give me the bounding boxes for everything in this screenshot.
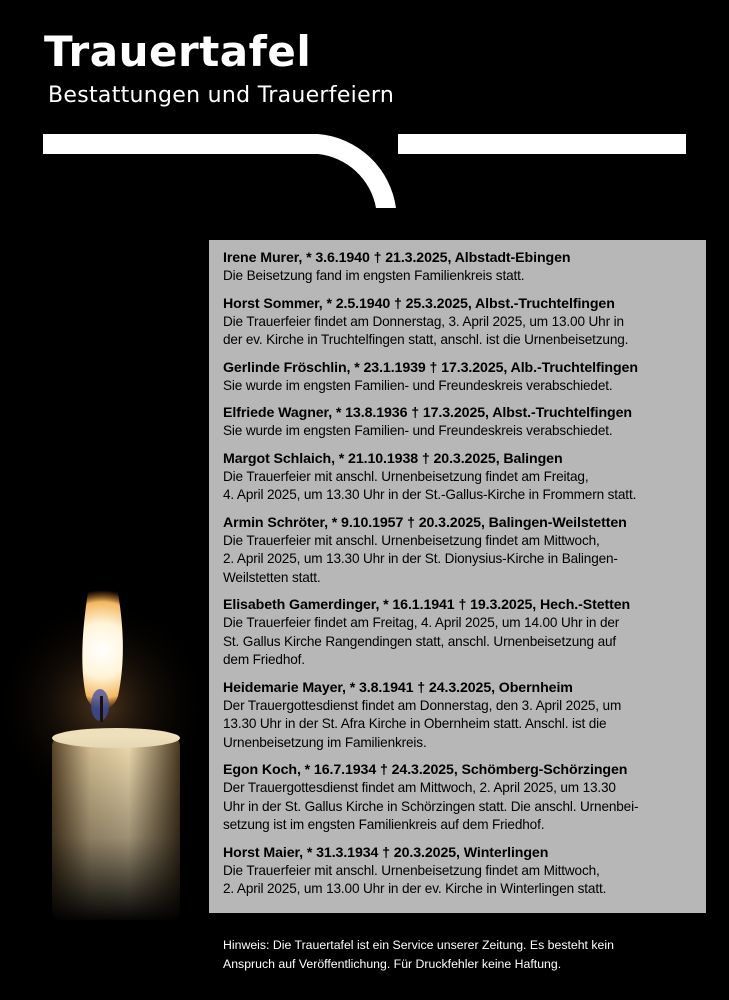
obituary-heading: Gerlinde Fröschlin, * 23.1.1939 † 17.3.2025, Alb.-Truchtelfingen <box>223 359 638 376</box>
obituary-text-line: Der Trauergottesdienst findet am Donnerstag, den 3. April 2025, um <box>223 697 622 713</box>
obituary-text-line: dem Friedhof. <box>223 652 305 667</box>
disclaimer-note <box>223 936 703 974</box>
disclaimer-line: Anspruch auf Veröffentlichung. Für Druckfehler keine Haftung. <box>223 957 562 971</box>
obituary-heading: Armin Schröter, * 9.10.1957 † 20.3.2025, Balingen-Weilstetten <box>223 514 627 531</box>
obituary-text-line: Die Trauerfeier findet am Freitag, 4. April 2025, um 14.00 Uhr in der <box>223 615 620 630</box>
left-bar <box>43 134 318 154</box>
obituary-heading: Irene Murer, * 3.6.1940 † 21.3.2025, Albstadt-Ebingen <box>223 250 571 266</box>
obituary-text-line: Weilstetten statt. <box>223 569 321 585</box>
page-title: Trauertafel <box>44 27 312 76</box>
obituary-text-line: 2. April 2025, um 13.00 Uhr in der ev. Kirche in Winterlingen statt. <box>223 881 607 896</box>
candle-flame <box>82 526 123 710</box>
obituary-text-line: setzung ist im engsten Familienkreis auf dem Friedhof. <box>223 817 545 832</box>
obituary-text <box>223 377 696 396</box>
obituary-text-line: Die Trauerfeier mit anschl. Urnenbeisetzung findet am Mittwoch, <box>223 862 600 878</box>
obituary-text <box>223 614 696 670</box>
obituary-entry <box>223 844 696 899</box>
obituary-text-line: Uhr in der St. Gallus Kirche in Schörzingen statt. Die anschl. Urnenbei- <box>223 798 639 814</box>
obituary-text <box>223 697 696 753</box>
obituary-text-line: Urnenbeisetzung im Familienkreis. <box>223 734 427 750</box>
obituary-entry <box>223 450 696 505</box>
obituary-panel <box>209 240 706 913</box>
obituary-entry <box>223 679 696 753</box>
obituary-heading: Horst Sommer, * 2.5.1940 † 25.3.2025, Albst.-Truchtelfingen <box>223 295 615 312</box>
obituary-text-line: 4. April 2025, um 13.30 Uhr in der St.-Gallus-Kirche in Frommern statt. <box>223 487 637 502</box>
obituary-text <box>223 779 696 835</box>
obituary-heading: Heidemarie Mayer, * 3.8.1941 † 24.3.2025, Obernheim <box>223 679 573 696</box>
obituary-text-line: Die Trauerfeier mit anschl. Urnenbeisetzung findet am Freitag, <box>223 468 589 484</box>
obituary-text <box>223 532 696 588</box>
obituary-text-line: 2. April 2025, um 13.30 Uhr in der St. Dionysius-Kirche in Balingen- <box>223 551 618 566</box>
obituary-entry <box>223 761 696 835</box>
candle-wick <box>100 696 103 722</box>
page-subtitle: Bestattungen und Trauerfeiern <box>48 83 395 108</box>
obituary-text-line: der ev. Kirche in Truchtelfingen statt, anschl. ist die Urnenbeisetzung. <box>223 332 629 347</box>
obituary-entry <box>223 359 696 396</box>
curved-bar <box>318 134 396 208</box>
obituary-text-line: 13.30 Uhr in der St. Afra Kirche in Obernheim statt. Anschl. ist die <box>223 716 607 731</box>
obituary-text <box>223 862 696 899</box>
obituary-heading: Horst Maier, * 31.3.1934 † 20.3.2025, Winterlingen <box>223 844 549 861</box>
obituary-heading: Elisabeth Gamerdinger, * 16.1.1941 † 19.3.2025, Hech.-Stetten <box>223 597 631 613</box>
decorative-bar-graphic <box>0 128 729 218</box>
disclaimer-line: Hinweis: Die Trauertafel ist ein Service unserer Zeitung. Es besteht kein <box>223 938 614 952</box>
obituary-text <box>223 313 696 350</box>
right-bar <box>398 134 686 154</box>
obituary-text-line: Der Trauergottesdienst findet am Mittwoch, 2. April 2025, um 13.30 <box>223 780 616 795</box>
obituary-heading: Margot Schlaich, * 21.10.1938 † 20.3.2025, Balingen <box>223 450 563 467</box>
obituary-text <box>223 422 696 441</box>
obituary-text-line: Sie wurde im engsten Familien- und Freundeskreis verabschiedet. <box>223 377 613 393</box>
obituary-entry <box>223 249 696 286</box>
obituary-text-line: St. Gallus Kirche Rangendingen statt, anschl. Urnenbeisetzung auf <box>223 633 617 649</box>
obituary-list <box>223 249 696 899</box>
obituary-heading: Egon Koch, * 16.7.1934 † 24.3.2025, Schömberg-Schörzingen <box>223 762 628 778</box>
obituary-text <box>223 267 696 286</box>
obituary-entry <box>223 596 696 670</box>
obituary-text-line: Die Trauerfeier mit anschl. Urnenbeisetzung findet am Mittwoch, <box>223 532 600 548</box>
obituary-text-line: Die Beisetzung fand im engsten Familienkreis statt. <box>223 268 525 283</box>
obituary-text-line: Sie wurde im engsten Familien- und Freundeskreis verabschiedet. <box>223 423 613 438</box>
obituary-entry <box>223 404 696 441</box>
candle-image <box>0 500 209 920</box>
obituary-text <box>223 468 696 505</box>
obituary-entry <box>223 514 696 588</box>
obituary-text-line: Die Trauerfeier findet am Donnerstag, 3. April 2025, um 13.00 Uhr in <box>223 313 624 329</box>
obituary-entry <box>223 295 696 350</box>
obituary-heading: Elfriede Wagner, * 13.8.1936 † 17.3.2025, Albst.-Truchtelfingen <box>223 405 632 421</box>
